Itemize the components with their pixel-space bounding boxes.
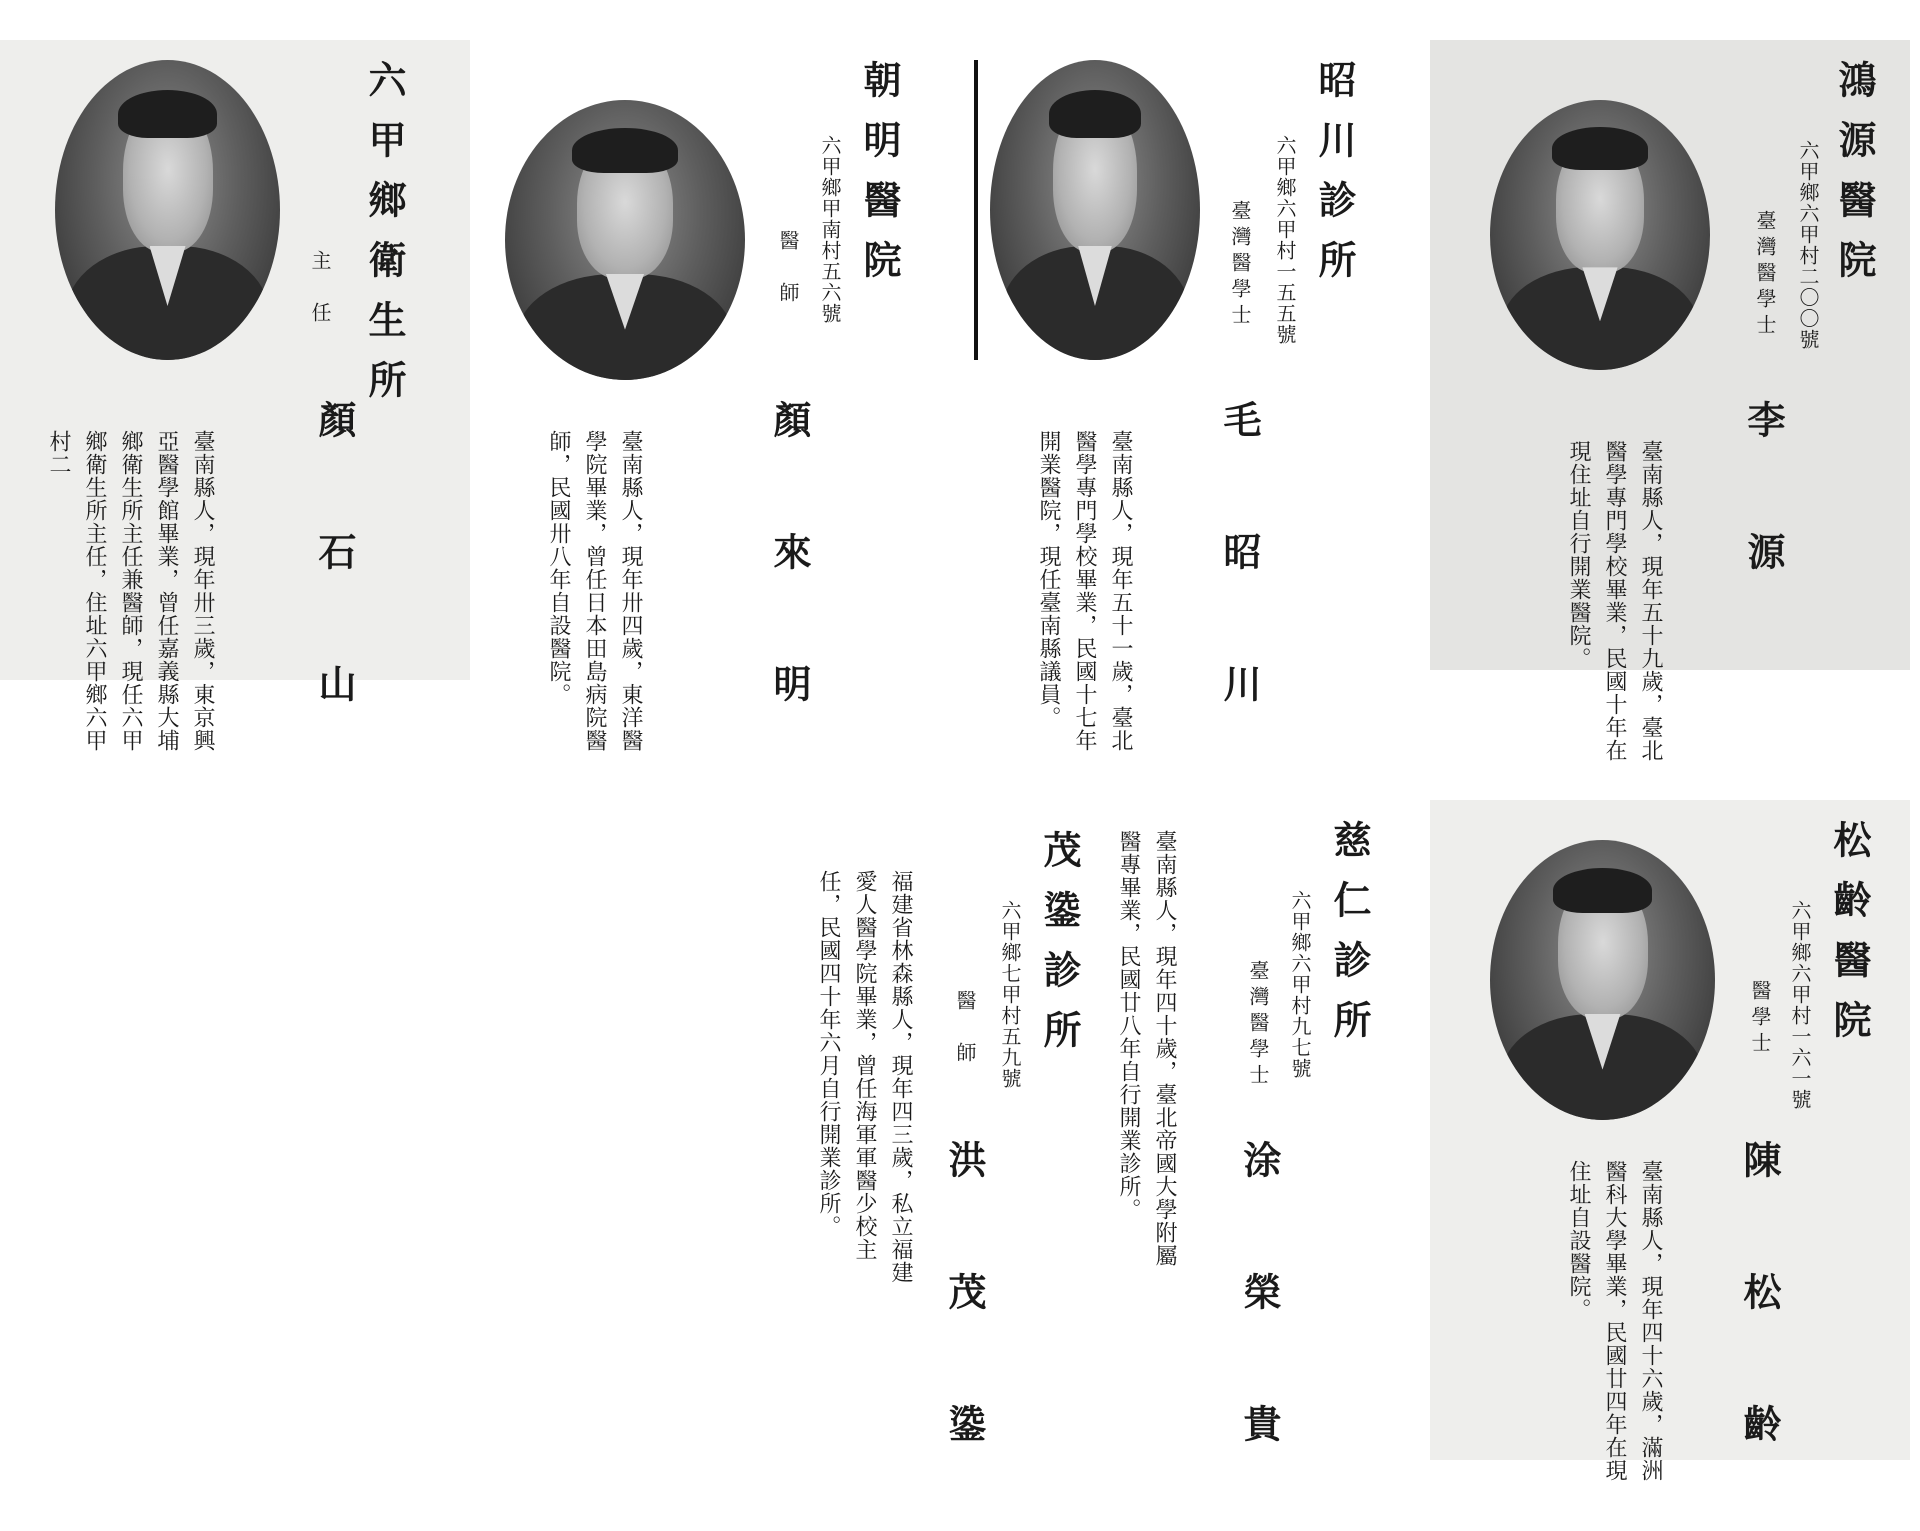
doctor-name: 顏 來 明 (767, 400, 812, 730)
clinic-address: 六甲鄉六甲村九七號 (1288, 890, 1312, 1079)
clinic-name: 松齡醫院 (1827, 820, 1872, 1060)
doctor-title: 醫 師 (953, 990, 977, 1068)
doctor-title: 臺灣醫學士 (1246, 960, 1270, 1090)
doctor-name: 毛 昭 川 (1217, 400, 1262, 730)
clinic-address: 六甲鄉七甲村五九號 (998, 900, 1022, 1089)
entry-chaoming (500, 40, 940, 752)
clinic-name: 朝明醫院 (857, 60, 902, 300)
portrait-photo (505, 100, 745, 380)
clinic-name: 鴻源醫院 (1832, 60, 1877, 300)
doctor-biography: 臺南縣人，現年卅三歲，東京興亞醫學館畢業，曾任嘉義縣大埔鄉衛生所主任兼醫師，現任六甲鄉衛生所主任，住址六甲鄉六甲村二 (46, 430, 215, 752)
doctor-biography: 臺南縣人，現年五十九歲，臺北醫學專門學校畢業，民國十年在現住址自行開業醫院。 (1566, 440, 1663, 762)
entry-liujia-health-station (0, 40, 470, 752)
doctor-title: 臺灣醫學士 (1753, 210, 1777, 340)
clinic-address: 六甲鄉六甲村一六一號 (1788, 900, 1812, 1110)
doctor-biography: 臺南縣人，現年五十一歲，臺北醫學專門學校畢業，民國十七年開業醫院，現任臺南縣議員。 (1036, 430, 1133, 752)
doctor-title: 主 任 (308, 250, 332, 328)
portrait-photo (1490, 840, 1715, 1120)
doctor-title: 醫學士 (1748, 980, 1772, 1058)
portrait-photo (1490, 100, 1710, 370)
doctor-name: 顏 石 山 (312, 400, 357, 730)
doctor-name: 涂 榮 貴 (1237, 1140, 1282, 1470)
divider-line (974, 60, 978, 360)
doctor-name: 李 源 (1741, 400, 1786, 598)
doctor-title: 臺灣醫學士 (1228, 200, 1252, 330)
doctor-name: 陳 松 齡 (1737, 1140, 1782, 1470)
portrait-photo (55, 60, 280, 360)
entry-songling (1430, 800, 1910, 1482)
clinic-name: 昭川診所 (1312, 60, 1357, 300)
portrait-photo (990, 60, 1200, 360)
clinic-name: 茂鍌診所 (1037, 830, 1082, 1070)
clinic-name: 六甲鄉衛生所 (362, 60, 407, 420)
entry-hongyuan (1430, 40, 1910, 762)
clinic-address: 六甲鄉甲南村五六號 (818, 135, 842, 324)
clinic-name: 慈仁診所 (1327, 820, 1372, 1060)
entry-ciren (1116, 800, 1410, 1470)
doctor-name: 洪 茂 鍌 (942, 1140, 987, 1470)
doctor-biography: 福建省林森縣人，現年四三歲，私立福建愛人醫學院畢業，曾任海軍軍醫少校主任，民國四十年六月自行開業診所。 (816, 870, 913, 1284)
doctor-biography: 臺南縣人，現年四十歲，臺北帝國大學附屬醫專畢業，民國廿八年自行開業診所。 (1116, 830, 1177, 1267)
doctor-biography: 臺南縣人，現年卅四歲，東洋醫學院畢業，曾任日本田島病院醫師，民國卅八年自設醫院。 (546, 430, 643, 752)
clinic-address: 六甲鄉六甲村一五五號 (1273, 135, 1297, 345)
entry-zhaochuan (970, 40, 1390, 752)
doctor-biography: 臺南縣人，現年四十六歲，滿洲醫科大學畢業，民國廿四年在現住址自設醫院。 (1566, 1160, 1663, 1482)
clinic-address: 六甲鄉六甲村二〇〇號 (1796, 140, 1820, 350)
doctor-title: 醫 師 (776, 230, 800, 308)
entry-maoqiu (816, 800, 1120, 1470)
